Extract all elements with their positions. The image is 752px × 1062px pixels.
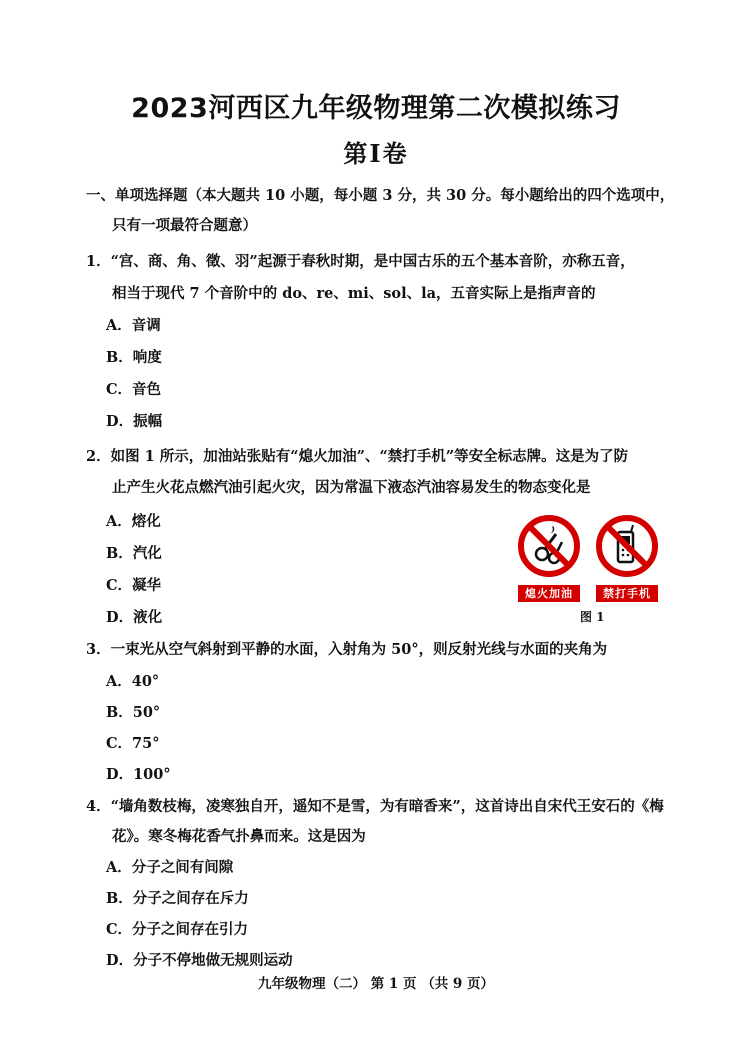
- question-1-text-cont: 相当于现代 7 个音阶中的 do、re、mi、sol、la，五音实际上是指声音的: [112, 285, 596, 302]
- question-2-option-c: C．凝华: [106, 577, 162, 594]
- question-2-option-b: B．汽化: [106, 545, 162, 562]
- question-4-text: 4．“墙角数枝梅，凌寒独自开，遥知不是雪，为有暗香来”，这首诗出自宋代王安石的《梅: [86, 798, 664, 815]
- no-fire-sign: [521, 518, 577, 574]
- question-4-option-a: A．分子之间有间隙: [106, 859, 234, 876]
- question-4-text-cont: 花》。寒冬梅花香气扑鼻而来。这是因为: [112, 828, 366, 845]
- figure-1-caption: 图 1: [580, 610, 605, 624]
- question-3-option-a: A．40°: [106, 673, 160, 690]
- question-3-text: 3．一束光从空气斜射到平静的水面，入射角为 50°，则反射光线与水面的夹角为: [86, 641, 608, 658]
- question-2-option-a: A．熔化: [106, 513, 161, 530]
- page-footer: 九年级物理（二） 第 1 页 （共 9 页）: [258, 976, 494, 992]
- section-volume-title: 第Ⅰ卷: [343, 139, 409, 168]
- question-1-option-d: D．振幅: [106, 413, 163, 430]
- question-1-text: 1．“宫、商、角、徵、羽”起源于春秋时期，是中国古乐的五个基本音阶，亦称五音，: [86, 253, 635, 270]
- question-1-option-c: C．音色: [106, 381, 162, 398]
- safety-signs-graphic: [514, 512, 664, 586]
- sign-label-no-fire: 熄火加油: [518, 585, 580, 602]
- question-3-option-d: D．100°: [106, 766, 171, 783]
- section-heading: 一、单项选择题（本大题共 10 小题，每小题 3 分，共 30 分。每小题给出的四个选项中，: [86, 187, 675, 204]
- question-1-option-b: B．响度: [106, 349, 162, 366]
- question-1-option-a: A．音调: [106, 317, 161, 334]
- question-2-text: 2．如图 1 所示，加油站张贴有“熄火加油”、“禁打手机”等安全标志牌。这是为了防: [86, 448, 629, 465]
- question-2-option-d: D．液化: [106, 609, 163, 626]
- no-phone-sign: [599, 518, 655, 574]
- question-4-option-c: C．分子之间存在引力: [106, 921, 249, 938]
- question-4-option-b: B．分子之间存在斥力: [106, 890, 249, 907]
- figure-1-safety-signs: [514, 512, 664, 622]
- page-title: 2023河西区九年级物理第二次模拟练习: [131, 93, 621, 124]
- question-3-option-b: B．50°: [106, 704, 161, 721]
- sign-label-no-phone: 禁打手机: [596, 585, 658, 602]
- section-heading-cont: 只有一项最符合题意）: [112, 217, 257, 234]
- question-3-option-c: C．75°: [106, 735, 160, 752]
- question-2-text-cont: 止产生火花点燃汽油引起火灾，因为常温下液态汽油容易发生的物态变化是: [112, 479, 591, 496]
- question-4-option-d: D．分子不停地做无规则运动: [106, 952, 293, 969]
